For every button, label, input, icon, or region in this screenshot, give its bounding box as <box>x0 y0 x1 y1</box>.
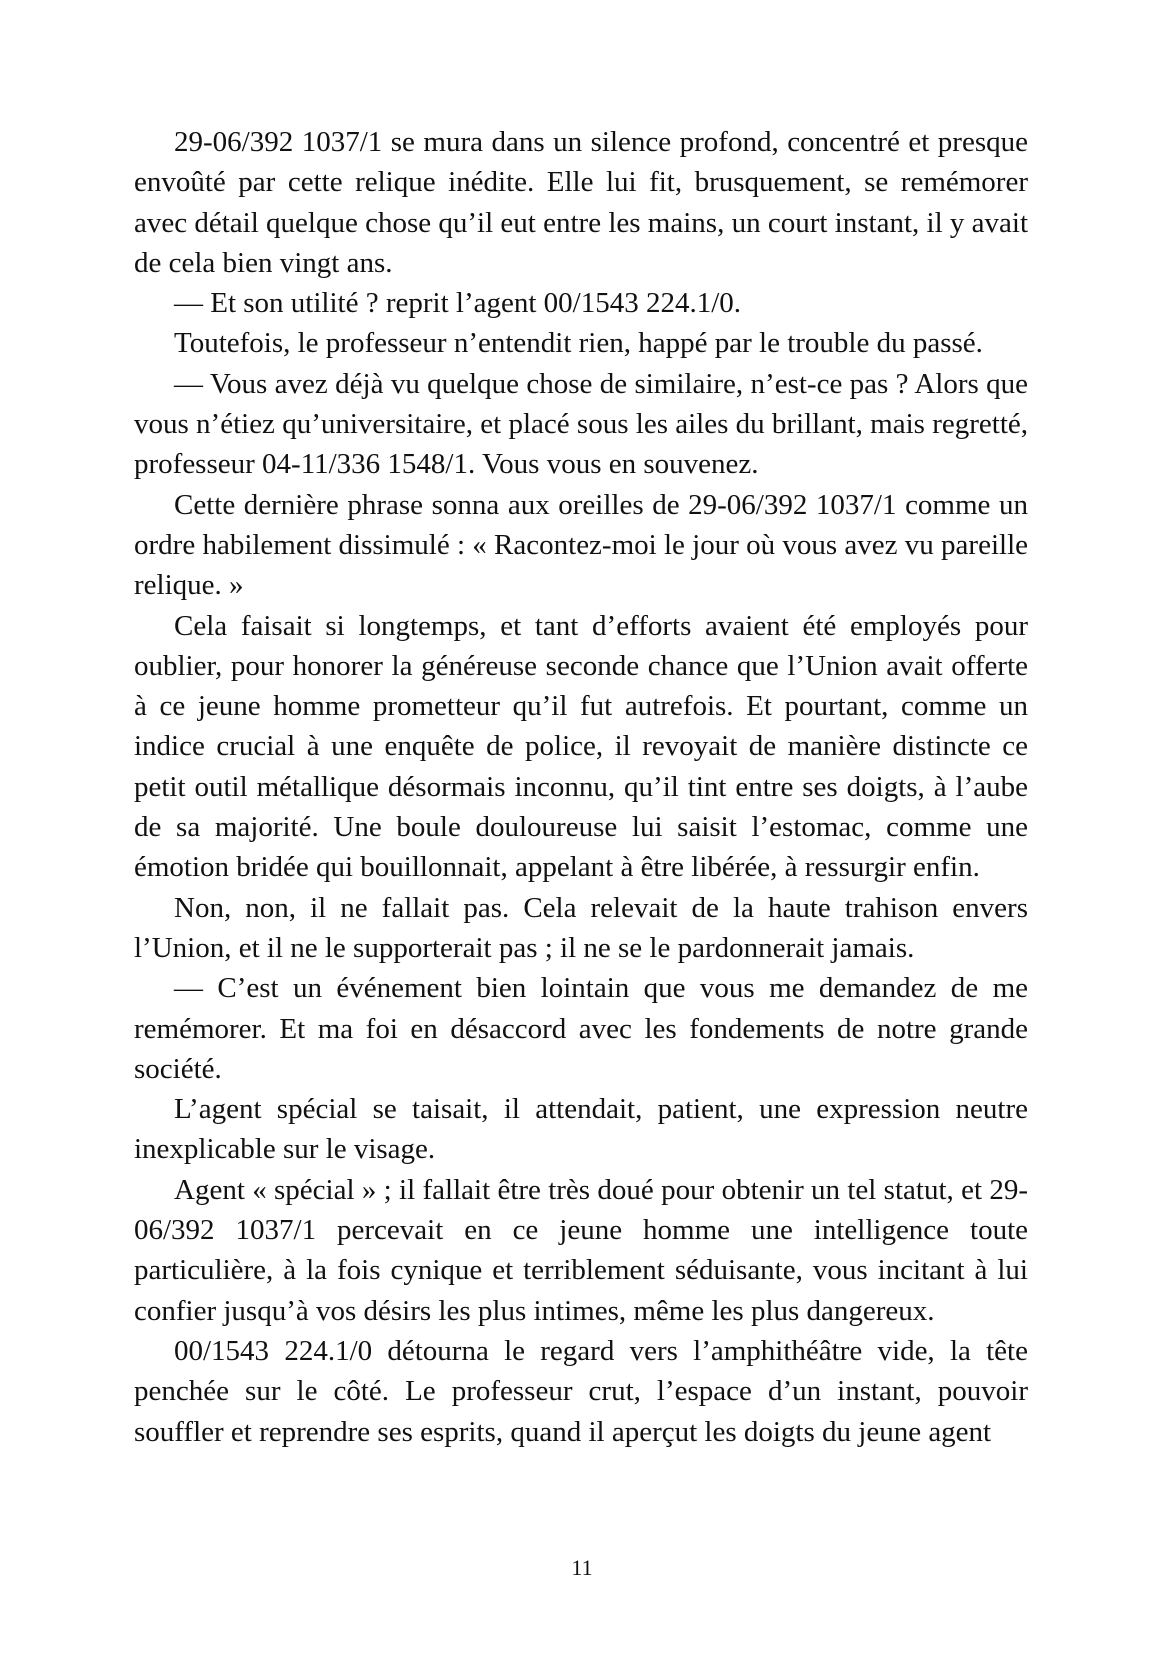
paragraph-5: Cette dernière phrase sonna aux oreilles de 29-06/392 1037/1 comme un ordre habilement dissimulé : « Racontez-moi le jour où vous avez vu pareille relique. » <box>134 488 1028 602</box>
paragraph-11: 00/1543 224.1/0 détourna le regard vers l’amphithéâtre vide, la tête penchée sur le côté. Le professeur crut, l’espace d’un instant, pouvoir souffler et reprendre ses esprits, quand il aperçut les doigts du jeune agent <box>134 1334 1028 1448</box>
page-number: 11 <box>571 1555 593 1580</box>
paragraph-7: Non, non, il ne fallait pas. Cela relevait de la haute trahison envers l’Union, et il ne le supporterait pas ; il ne se le pardonnerait jamais. <box>134 891 1028 964</box>
paragraph-6: Cela faisait si longtemps, et tant d’efforts avaient été employés pour oublier, pour honorer la généreuse seconde chance que l’Union avait offerte à ce jeune homme prometteur qu’il fut autrefois. Et pourtant, comme un indice crucial à une enquête de police, il revoyait de manière distincte ce petit outil métallique désormais inconnu, qu’il tint entre ses doigts, à l’aube de sa majorité. Une boule douloureuse lui saisit l’estomac, comme une émotion bridée qui bouillonnait, appelant à être libérée, à ressurgir enfin. <box>134 609 1028 884</box>
paragraph-9: L’agent spécial se taisait, il attendait, patient, une expression neutre inexplicable sur le visage. <box>134 1093 1028 1166</box>
paragraph-4: — Vous avez déjà vu quelque chose de similaire, n’est-ce pas ? Alors que vous n’étiez qu’universitaire, et placé sous les ailes du brillant, mais regretté, professeur 04-11/336 1548/1. Vous vous en souvenez. <box>134 367 1028 481</box>
paragraph-1: 29-06/392 1037/1 se mura dans un silence profond, concentré et presque envoûté par cette relique inédite. Elle lui fit, brusquement, se remémorer avec détail quelque chose qu’il eut entre les mains, un court instant, il y avait de cela bien vingt ans. <box>134 126 1028 279</box>
body-text <box>134 122 1028 1452</box>
paragraph-2: — Et son utilité ? reprit l’agent 00/1543 224.1/0. <box>174 287 742 320</box>
paragraph-10: Agent « spécial » ; il fallait être très doué pour obtenir un tel statut, et 29-06/392 1037/1 percevait en ce jeune homme une intelligence toute particulière, à la fois cynique et terriblement séduisante, vous incitant à lui confier jusqu’à vos désirs les plus intimes, même les plus dangereux. <box>134 1173 1028 1327</box>
paragraph-8: — C’est un événement bien lointain que vous me demandez de me remémorer. Et ma foi en désaccord avec les fondements de notre grande société. <box>134 972 1028 1085</box>
paragraph-3: Toutefois, le professeur n’entendit rien, happé par le trouble du passé. <box>174 327 983 360</box>
